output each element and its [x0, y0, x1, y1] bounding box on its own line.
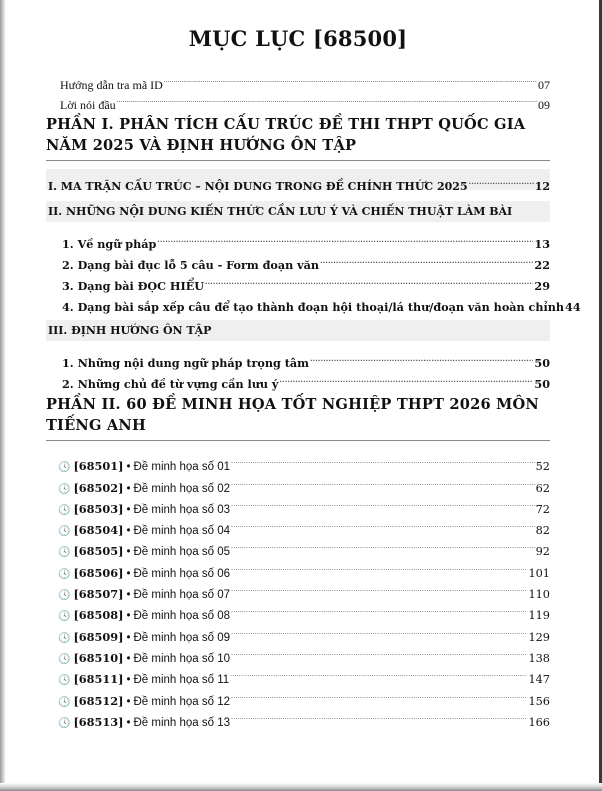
exam-entry[interactable] — [46, 449, 550, 474]
dot-leader — [230, 598, 527, 619]
dot-leader — [230, 534, 535, 555]
exam-page: 92 — [535, 545, 550, 559]
exam-entry-label — [58, 605, 230, 627]
bullet-icon: • — [126, 546, 131, 559]
clock-icon: 🕓 — [58, 504, 71, 516]
exam-page: 129 — [528, 630, 550, 644]
exam-title: Đề minh họa số 04 — [133, 525, 231, 538]
dot-leader — [319, 248, 533, 269]
exam-page: 156 — [528, 694, 550, 708]
exam-title: Đề minh họa số 10 — [133, 652, 231, 665]
exam-page: 101 — [528, 566, 550, 580]
exam-code: [68513] — [73, 714, 124, 729]
toc-entry-label: Lời nói đầu — [60, 98, 116, 112]
exam-list — [46, 449, 550, 729]
toc-entry-page: 29 — [534, 279, 550, 293]
toc-entry-page: 50 — [534, 356, 550, 370]
intro-list — [46, 68, 550, 112]
dot-leader — [204, 269, 533, 290]
bullet-icon: • — [126, 525, 131, 538]
dot-leader — [156, 227, 533, 248]
exam-entry-label — [58, 520, 230, 542]
bullet-icon: • — [126, 503, 131, 516]
bullet-icon: • — [126, 716, 131, 729]
dot-leader — [309, 346, 533, 367]
exam-code: [68510] — [73, 650, 124, 665]
clock-icon: 🕓 — [58, 483, 71, 495]
exam-page: 147 — [528, 673, 550, 687]
clock-icon: 🕓 — [58, 547, 71, 559]
exam-title: Đề minh họa số 13 — [133, 716, 231, 729]
toc-entry-page: 13 — [534, 237, 550, 251]
bullet-icon: • — [126, 610, 131, 623]
dot-leader — [230, 555, 527, 576]
exam-title: Đề minh họa số 12 — [133, 695, 231, 708]
dot-leader — [229, 662, 527, 683]
dot-leader — [230, 619, 527, 640]
exam-page: 138 — [528, 651, 550, 665]
exam-title: Đề minh họa số 07 — [133, 589, 231, 602]
section-3-heading: III. ĐỊNH HƯỚNG ÔN TẬP — [46, 320, 550, 341]
dot-leader — [230, 513, 535, 534]
dot-leader — [230, 470, 535, 491]
exam-page: 72 — [535, 502, 550, 516]
exam-title: Đề minh họa số 02 — [133, 482, 231, 495]
exam-entry-label — [58, 584, 230, 606]
exam-entry-label — [58, 648, 230, 670]
toc-entry-label: 1. Những nội dung ngữ pháp trọng tâm — [62, 356, 310, 370]
toc-entry-label: 2. Những chủ đề từ vựng cần lưu ý — [62, 377, 279, 391]
exam-code: [68511] — [73, 672, 124, 687]
exam-code: [68506] — [73, 565, 124, 580]
exam-title: Đề minh họa số 05 — [133, 546, 231, 559]
page-title: MỤC LỤC [68500] — [188, 26, 408, 51]
dot-leader — [230, 641, 527, 662]
toc-entry-page: 09 — [538, 98, 550, 112]
dot-leader — [230, 449, 535, 470]
exam-title: Đề minh họa số 06 — [133, 567, 231, 580]
section-label: I. MA TRẬN CẤU TRÚC – NỘI DUNG TRONG ĐỀ CHÍNH THỨC 2025 — [48, 180, 468, 193]
exam-page: 82 — [535, 524, 550, 538]
dot-leader — [116, 88, 537, 109]
toc-entry[interactable] — [46, 227, 550, 251]
part-1-heading: PHẦN I. PHÂN TÍCH CẤU TRÚC ĐỀ THI THPT QUỐC GIA NĂM 2025 VÀ ĐỊNH HƯỚNG ÔN TẬP — [46, 114, 550, 161]
toc-entry-label: 1. Về ngữ pháp — [62, 237, 157, 251]
bullet-icon: • — [126, 589, 131, 602]
clock-icon: 🕓 — [58, 717, 71, 729]
clock-icon: 🕓 — [58, 653, 71, 665]
toc-entry-page: 22 — [534, 258, 550, 272]
clock-icon: 🕓 — [58, 632, 71, 644]
toc-entry-label: Hướng dẫn tra mã ID — [60, 78, 163, 92]
clock-icon: 🕓 — [58, 526, 71, 538]
toc-entry-page: 50 — [534, 377, 550, 391]
exam-code: [68512] — [73, 693, 124, 708]
clock-icon: 🕓 — [58, 675, 71, 687]
exam-entry-label — [58, 499, 230, 521]
toc-entry-label: 2. Dạng bài đục lỗ 5 câu - Form đoạn văn — [62, 258, 320, 272]
exam-code: [68503] — [73, 501, 124, 516]
exam-page: 166 — [528, 715, 550, 729]
toc-entry-page: 44 — [565, 300, 581, 314]
exam-title: Đề minh họa số 09 — [133, 631, 231, 644]
exam-title: Đề minh họa số 03 — [133, 503, 231, 516]
exam-code: [68501] — [73, 459, 124, 474]
toc-entry[interactable] — [46, 68, 550, 92]
exam-title: Đề minh họa số 08 — [133, 610, 231, 623]
exam-code: [68509] — [73, 629, 124, 644]
exam-entry-label — [58, 541, 230, 563]
dot-leader — [278, 367, 533, 388]
exam-code: [68504] — [73, 523, 124, 538]
clock-icon: 🕓 — [58, 462, 71, 474]
exam-code: [68507] — [73, 587, 124, 602]
toc-entry-page: 07 — [538, 78, 550, 92]
exam-page: 119 — [528, 609, 550, 623]
dot-leader — [230, 683, 527, 704]
clock-icon: 🕓 — [58, 590, 71, 602]
exam-entry-label — [58, 563, 230, 585]
bullet-icon: • — [126, 695, 131, 708]
toc-entry-label: 3. Dạng bài ĐỌC HIỂU — [62, 279, 205, 293]
exam-entry-label — [58, 712, 230, 734]
clock-icon: 🕓 — [58, 611, 71, 623]
toc-entry-label: 4. Dạng bài sắp xếp câu để tạo thành đoạn hội thoại/lá thư/đoạn văn hoàn chỉnh — [62, 300, 565, 314]
exam-code: [68502] — [73, 480, 124, 495]
exam-page: 62 — [535, 481, 550, 495]
toc-page — [46, 26, 581, 729]
bullet-icon: • — [126, 461, 131, 474]
clock-icon: 🕓 — [58, 696, 71, 708]
bullet-icon: • — [126, 482, 131, 495]
exam-entry-label — [58, 478, 230, 500]
exam-entry-label — [58, 669, 229, 691]
dot-leader — [230, 705, 527, 726]
exam-page: 52 — [535, 460, 550, 474]
bullet-icon: • — [126, 631, 131, 644]
page-shadow-bottom — [0, 783, 602, 791]
toc-entry[interactable] — [46, 346, 550, 370]
dot-leader — [230, 492, 535, 513]
section-1-entry[interactable] — [46, 169, 550, 193]
dot-leader — [468, 169, 534, 190]
exam-entry-label — [58, 691, 230, 713]
bullet-icon: • — [126, 567, 131, 580]
exam-entry-label — [58, 627, 230, 649]
section-2-heading: II. NHỮNG NỘI DUNG KIẾN THỨC CẦN LƯU Ý VÀ CHIẾN THUẬT LÀM BÀI — [46, 201, 550, 222]
exam-code: [68505] — [73, 544, 124, 559]
exam-code: [68508] — [73, 608, 124, 623]
exam-page: 110 — [528, 588, 550, 602]
bullet-icon: • — [126, 674, 131, 687]
section-page: 12 — [534, 180, 550, 193]
exam-title: Đề minh họa số 11 — [133, 674, 230, 687]
clock-icon: 🕓 — [58, 568, 71, 580]
page-shadow-left — [0, 0, 6, 791]
toc-entry[interactable] — [46, 88, 550, 112]
part-2-heading: PHẦN II. 60 ĐỀ MINH HỌA TỐT NGHIỆP THPT 2026 MÔN TIẾNG ANH — [46, 394, 550, 441]
exam-entry-label — [58, 456, 230, 478]
exam-title: Đề minh họa số 01 — [133, 461, 231, 474]
dot-leader — [163, 68, 537, 89]
bullet-icon: • — [126, 652, 131, 665]
dot-leader — [230, 577, 527, 598]
